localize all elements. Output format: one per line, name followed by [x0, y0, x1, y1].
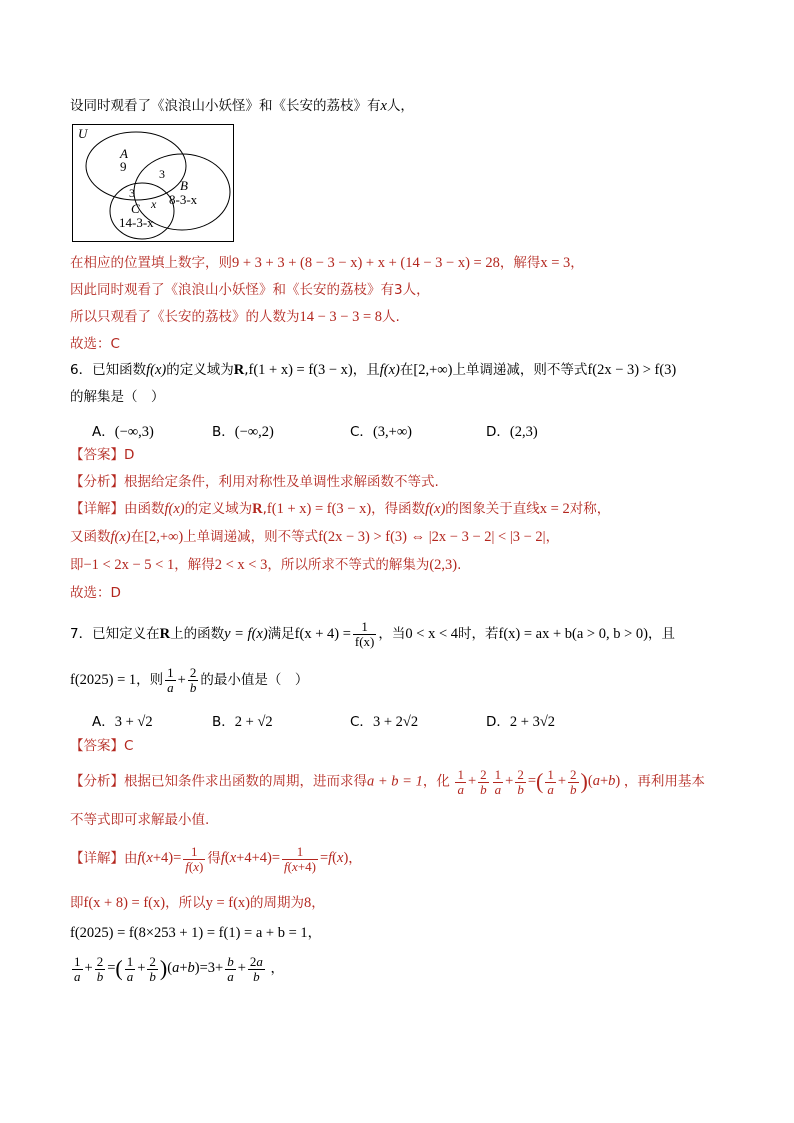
q7-detail-last — [70, 955, 284, 983]
fraction — [165, 666, 176, 694]
text: . — [457, 557, 462, 573]
sol5-line1 — [70, 255, 584, 272]
text: D — [124, 447, 135, 463]
math: + — [177, 672, 186, 689]
math: f(2025) = f(8×253 + 1) = f(1) = a + b = 1 — [70, 925, 308, 941]
math-r: R — [252, 501, 263, 517]
q7-option-d — [486, 710, 555, 731]
q6-choice: 故选：D — [70, 585, 121, 601]
text: B． — [212, 714, 235, 730]
text: 满足 — [267, 626, 295, 643]
sol5-line3 — [70, 309, 400, 326]
text: ，当 — [378, 626, 406, 643]
text: 上单调递减，则不等式 — [183, 529, 319, 545]
math-r: R — [233, 362, 245, 378]
math: [2,+∞) — [144, 529, 184, 545]
label-a: A — [120, 146, 128, 161]
text: 在相应的位置填上数字，则 — [70, 255, 232, 271]
math: 2 + 3√2 — [509, 714, 556, 730]
venn-diagram — [72, 124, 234, 242]
numerator: 1 — [353, 620, 377, 635]
text: A． — [92, 424, 115, 440]
text: ，得函数 — [371, 501, 426, 517]
equation: 14 − 3 − 3 = 8 — [299, 309, 383, 325]
math: [2,+∞) — [413, 362, 453, 378]
text: 的定义域为 — [166, 362, 234, 378]
math: f(1 + x) = f(3 − x) — [248, 362, 353, 378]
text: D． — [486, 714, 510, 730]
math: (2,3) — [429, 557, 458, 573]
value-a: 9 — [120, 159, 127, 174]
text: 根据给定条件，利用对称性及单调性求解函数不等式. — [124, 474, 439, 490]
text: 根据已知条件求出函数的周期，进而求得 — [124, 773, 367, 790]
set-a-circle — [86, 132, 186, 200]
numerator: 1 — [167, 665, 174, 680]
text: 【分析】 — [70, 773, 124, 790]
math: 2 + √2 — [234, 714, 273, 730]
denominator: b — [189, 679, 197, 695]
q7-stem-line1 — [70, 620, 675, 648]
denominator: f(x) — [354, 633, 375, 649]
denominator: a — [167, 679, 174, 695]
text: 【分析】 — [70, 474, 124, 490]
text: 6．已知函数 — [70, 362, 147, 378]
math: f(2x − 3) > f(3) — [587, 362, 677, 378]
q6-answer — [70, 447, 134, 463]
q7-answer — [70, 738, 133, 754]
math: f(x) — [425, 501, 446, 517]
text: 人. — [382, 309, 400, 325]
q6-stem-line2: 的解集是（ ） — [70, 389, 165, 405]
math: y = f(x) — [205, 895, 250, 911]
text: 上的函数 — [170, 626, 225, 643]
q6-detail-line3 — [70, 557, 461, 574]
text: 由 — [124, 850, 138, 867]
math: f(x) — [379, 362, 400, 378]
q7-analysis-line1 — [70, 768, 705, 796]
q6-stem-line1 — [70, 362, 676, 379]
value-b: 8-3-x — [169, 192, 198, 207]
q6-option-d — [486, 420, 538, 441]
text: 的最小值是（ ） — [200, 672, 309, 689]
math: f(1 + x) = f(3 − x) — [266, 501, 372, 517]
math: 3 + √2 — [114, 714, 153, 730]
text: ， — [311, 895, 325, 911]
math: f(x + 4) = — [294, 626, 351, 643]
result: x = 3 — [540, 255, 571, 271]
math: f(2025) = 1 — [70, 672, 137, 689]
math: (−∞,2) — [234, 424, 274, 440]
q6-option-c — [350, 420, 412, 441]
q7-option-a — [92, 710, 153, 731]
text: ， — [348, 850, 362, 867]
text: ，解得 — [499, 255, 541, 271]
math: (−∞,3) — [114, 424, 154, 440]
q6-option-a — [92, 420, 154, 441]
fraction — [188, 666, 199, 694]
text: ，且 — [352, 362, 380, 378]
q6-detail-line1 — [70, 501, 610, 518]
text: 在 — [399, 362, 414, 378]
text: 上单调递减，则不等式 — [452, 362, 588, 378]
text: 得 — [207, 850, 221, 867]
math: a + b = 1 — [367, 773, 423, 790]
q7-stem-line2 — [70, 666, 308, 694]
text: 所以只观看了《长安的荔枝》的人数为 — [70, 309, 300, 325]
text: 【详解】 — [70, 850, 124, 867]
text: 的周期为 — [250, 895, 304, 911]
text: ，解得 — [174, 557, 215, 573]
text: 【答案】 — [70, 738, 124, 754]
text: 【答案】 — [70, 447, 124, 463]
math: 3 + 2√2 — [372, 714, 419, 730]
text: 时，若 — [458, 626, 499, 643]
math: f(x) — [146, 362, 167, 378]
text: ，所以 — [165, 895, 206, 911]
fraction-expression: $\frac{1}{a}$ + $\frac{2}{b}$ $\frac{1}{a}$ + $\frac{2}{b}$ =( $\frac{1}{a}$ + $\frac{2}{b}$ )(a+b) — [457, 767, 624, 797]
text: 由函数 — [124, 501, 165, 517]
text: C． — [350, 714, 373, 730]
q7-option-c — [350, 710, 418, 731]
text: ，且 — [647, 626, 675, 643]
variable-x: x — [380, 98, 387, 114]
math-r: R — [159, 626, 171, 643]
math: f(x) — [110, 529, 131, 545]
q6-analysis — [70, 474, 439, 490]
text: 7．已知定义在 — [70, 626, 160, 643]
text: 在 — [130, 529, 145, 545]
q7-option-b — [212, 710, 273, 731]
math: f(2x − 3) > f(3) ⇔ |2x − 3 − 2| < |3 − 2| — [318, 529, 546, 545]
fraction — [353, 620, 377, 648]
text: 【详解】 — [70, 501, 124, 517]
value-ab: 3 — [159, 167, 165, 181]
text: ， — [307, 925, 322, 941]
text: , — [244, 362, 249, 378]
q7-detail-period — [70, 895, 325, 912]
value-c: 14-3-x — [119, 215, 154, 230]
text: C． — [350, 424, 373, 440]
label-b: B — [180, 178, 188, 193]
text: ，则 — [136, 672, 164, 689]
sol5-choice: 故选：C — [70, 336, 120, 352]
q7-detail-line1 — [70, 845, 362, 873]
text: A． — [92, 714, 115, 730]
math: (2,3) — [509, 424, 538, 440]
math: f(x+4+4)= $\frac{1}{f(x+4)}$ =f(x) — [220, 844, 349, 874]
math: 8 — [304, 895, 312, 911]
text: , — [262, 501, 267, 517]
text: 即 — [70, 557, 84, 573]
set-c-circle — [110, 183, 174, 239]
text: ， — [570, 255, 584, 271]
text: D． — [486, 424, 510, 440]
text: C — [124, 738, 134, 754]
equation: 9 + 3 + 3 + (8 − 3 − x) + x + (14 − 3 − x) = 28 — [232, 255, 500, 271]
text: 对称， — [569, 501, 611, 517]
text: ，化 — [422, 773, 450, 790]
q7-detail-eval — [70, 925, 321, 942]
math: f(x + 8) = f(x) — [83, 895, 166, 911]
intro-text: 设同时观看了《浪浪山小妖怪》和《长安的荔枝》有 — [70, 98, 381, 114]
intro-line — [70, 98, 414, 115]
text: B． — [212, 424, 235, 440]
text: ，所以所求不等式的解集为 — [267, 557, 430, 573]
text: ， — [545, 529, 560, 545]
text: 的定义域为 — [184, 501, 253, 517]
text: ， — [270, 960, 284, 977]
q6-detail-line2 — [70, 529, 559, 546]
q6-option-b — [212, 420, 274, 441]
q7-analysis-line2: 不等式即可求解最小值. — [70, 812, 210, 828]
math: f(x+4)= $\frac{1}{f(x)}$ — [137, 844, 204, 874]
label-c: C — [131, 201, 140, 216]
math: 0 < x < 4 — [405, 626, 458, 643]
math: y = f(x) — [224, 626, 268, 643]
intro-text-end: 人， — [386, 98, 414, 114]
math: −1 < 2x − 5 < 1 — [83, 557, 175, 573]
text: ，再利用基本 — [623, 773, 705, 790]
text: 又函数 — [70, 529, 111, 545]
math: f(x) — [164, 501, 185, 517]
value-ac: 3 — [129, 186, 135, 200]
value-bc: x — [151, 197, 157, 211]
label-u: U — [78, 126, 88, 141]
math: f(x) = ax + b(a > 0, b > 0) — [498, 626, 648, 643]
math: $\frac{1}{a}$ + $\frac{2}{b}$ =( $\frac{1}{a}$ + $\frac{2}{b}$ )(a+b)=3+ $\frac{b}{a}$ + $\frac{2a}{b}$ — [74, 954, 263, 984]
numerator: 2 — [189, 665, 197, 680]
text: 的图象关于直线 — [445, 501, 540, 517]
sol5-line2: 因此同时观看了《浪浪山小妖怪》和《长安的荔枝》有3人， — [70, 282, 430, 298]
math: (3,+∞) — [372, 424, 412, 440]
math: 2 < x < 3 — [214, 557, 268, 573]
text: 即 — [70, 895, 84, 911]
math: x = 2 — [539, 501, 570, 517]
